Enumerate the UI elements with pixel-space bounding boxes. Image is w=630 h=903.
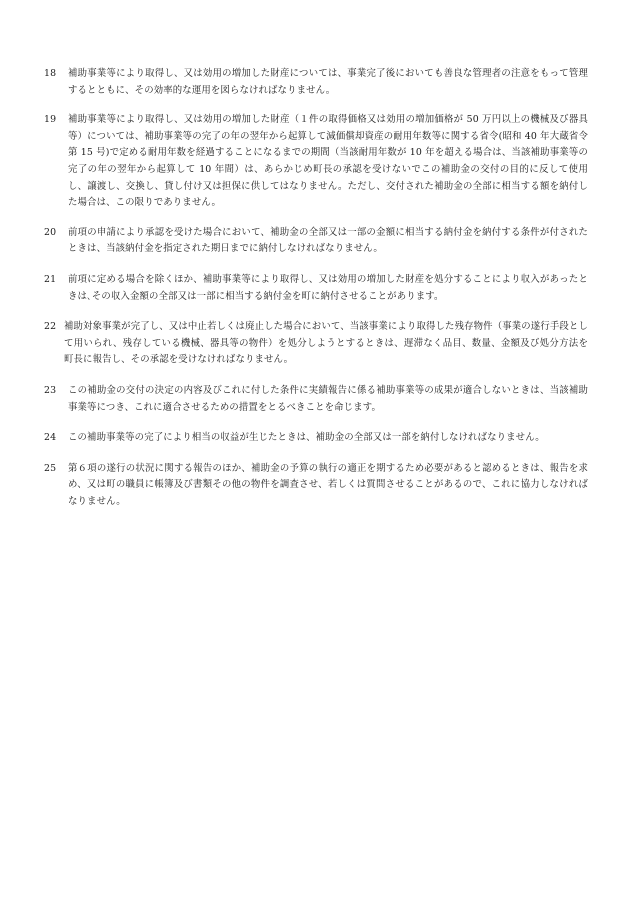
clause-24 — [44, 430, 588, 447]
clause-18 — [44, 66, 588, 99]
clause-number: 22 — [44, 321, 57, 333]
clause-23 — [44, 383, 588, 416]
clause-text: 補助対象事業が完了し、又は中止若しくは廃止した場合において、当該事業により取得した残存物件（事業の遂行手段として用いられ、残存している機械、器具等の物件）を処分しようとするときは、遅滞なく品目、数量、金額及び処分方法を町長に報告し、その承認を受けなければなりません。 — [64, 321, 588, 366]
clause-number: 21 — [44, 273, 57, 285]
clause-text: 前項に定める場合を除くほか、補助事業等により取得し、又は効用の増加した財産を処分することにより収入があったときは､その収入金額の全部又は一部に相当する納付金を町に納付させることがあります。 — [68, 273, 588, 302]
clause-number: 18 — [44, 68, 57, 79]
clause-number: 25 — [44, 462, 57, 474]
clause-text: この補助金の交付の決定の内容及びこれに付した条件に実績報告に係る補助事業等の成果が適合しないときは、当該補助事業等につき、これに適合させるための措置をとるべきことを命じます。 — [68, 384, 588, 413]
clause-25 — [44, 461, 588, 511]
clause-19 — [44, 112, 588, 212]
clause-number: 20 — [44, 226, 57, 238]
clause-21 — [44, 272, 588, 305]
clause-22 — [44, 319, 588, 369]
clause-text: 第６項の遂行の状況に関する報告のほか、補助金の予算の執行の適正を期するため必要があると認めるときは、報告を求め、又は町の職員に帳簿及び書類その他の物件を調査させ、若しくは質問させることがあるので、これに協力しなければなりません。 — [68, 462, 588, 507]
clause-20 — [44, 225, 588, 258]
clause-text: 前項の申請により承認を受けた場合において、補助金の全部又は一部の金額に相当する納付金を納付する条件が付されたときは、当該納付金を指定された期日までに納付しなければなりません。 — [68, 226, 588, 255]
clause-text: この補助事業等の完了により相当の収益が生じたときは、補助金の全部又は一部を納付しなければなりません。 — [68, 432, 545, 444]
clause-text: 補助事業等により取得し、又は効用の増加した財産については、事業完了後においても善良な管理者の注意をもって管理するとともに、その効率的な運用を図らなければなりません。 — [68, 68, 588, 96]
clause-text: 補助事業等により取得し、又は効用の増加した財産（１件の取得価格又は効用の増加価格が 50 万円以上の機械及び器具等）については、補助事業等の完了の年の翌年から起算して減価償却資産の耐用年数等に関する省令(昭和 40 年大蔵省令第 15 号)で定める耐用年数を経過することになるまでの期間（当該耐用年数が 10 年を超える場合は、当該補助事業等の完了の年の翌年から起算して 10 年間）は、あらかじめ町長の承認を受けないでこの補助金の交付の目的に反して使用し、譲渡し、交換し、貸し付け又は担保に供してはなりません。ただし、交付された補助金の全部に相当する額を納付した場合は、この限りでありません。 — [68, 114, 588, 209]
clause-number: 24 — [44, 432, 57, 444]
clause-number: 23 — [44, 384, 57, 396]
clause-number: 19 — [44, 114, 57, 126]
